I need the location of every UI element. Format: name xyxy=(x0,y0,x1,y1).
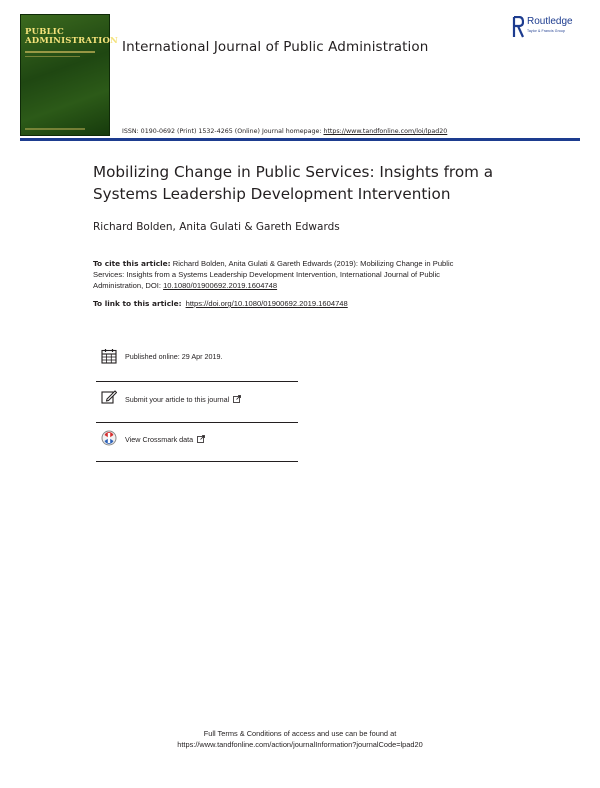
external-link-icon xyxy=(233,395,241,403)
terms-footer xyxy=(0,728,600,750)
cover-title: PUBLIC ADMINISTRATION xyxy=(25,27,119,46)
routledge-logo xyxy=(512,16,592,38)
cover-decoration xyxy=(25,128,85,130)
crossmark-icon xyxy=(101,430,117,446)
journal-information-link[interactable]: https://www.tandfonline.com/action/journalInformation?journalCode=lpad20 xyxy=(177,740,423,749)
article-url-link[interactable]: https://doi.org/10.1080/01900692.2019.1604748 xyxy=(185,299,348,308)
citation-label: To cite this article: xyxy=(93,259,171,268)
crossmark-row[interactable] xyxy=(96,430,298,470)
article-authors: Richard Bolden, Anita Gulati & Gareth Edwards xyxy=(93,221,340,233)
cover-decoration xyxy=(25,56,80,57)
routledge-logo-icon xyxy=(512,16,524,38)
divider xyxy=(96,381,298,382)
journal-title: International Journal of Public Administration xyxy=(122,39,429,55)
view-crossmark-link[interactable]: View Crossmark data xyxy=(125,435,205,444)
submit-article-link[interactable]: Submit your article to this journal xyxy=(125,395,241,404)
logo-name: Routledge xyxy=(527,16,573,27)
article-link-block xyxy=(93,299,513,308)
header-rule xyxy=(20,138,580,141)
journal-homepage-link[interactable]: https://www.tandfonline.com/loi/lpad20 xyxy=(323,128,448,135)
divider xyxy=(96,422,298,423)
journal-cover-image xyxy=(20,14,119,136)
doi-link[interactable]: 10.1080/01900692.2019.1604748 xyxy=(163,281,278,290)
published-online-row xyxy=(96,348,298,388)
issn-line: ISSN: 0190-0692 (Print) 1532-4265 (Online) Journal homepage: https://www.tandfonline.com/loi/lpad20 xyxy=(122,128,448,135)
cover-decoration xyxy=(25,51,95,53)
published-online-text: Published online: 29 Apr 2019. xyxy=(125,352,223,361)
external-link-icon xyxy=(197,435,205,443)
citation-text: Richard Bolden, Anita Gulati & Gareth Edwards (2019): Mobilizing Change in Public Services: Insights from a Systems Leadership Development Intervention, International Journal of Public Administration, DOI: xyxy=(93,259,454,290)
footer-line: Full Terms & Conditions of access and use can be found at xyxy=(203,729,397,738)
article-title: Mobilizing Change in Public Services: Insights from a Systems Leadership Development Intervention xyxy=(93,163,494,203)
edit-icon xyxy=(101,389,117,405)
submit-article-row[interactable] xyxy=(96,389,298,429)
link-label: To link to this article: xyxy=(93,299,182,308)
logo-tagline: Taylor & Francis Group xyxy=(527,29,565,33)
divider xyxy=(96,461,298,462)
calendar-icon xyxy=(101,348,117,364)
citation-block xyxy=(93,258,478,291)
